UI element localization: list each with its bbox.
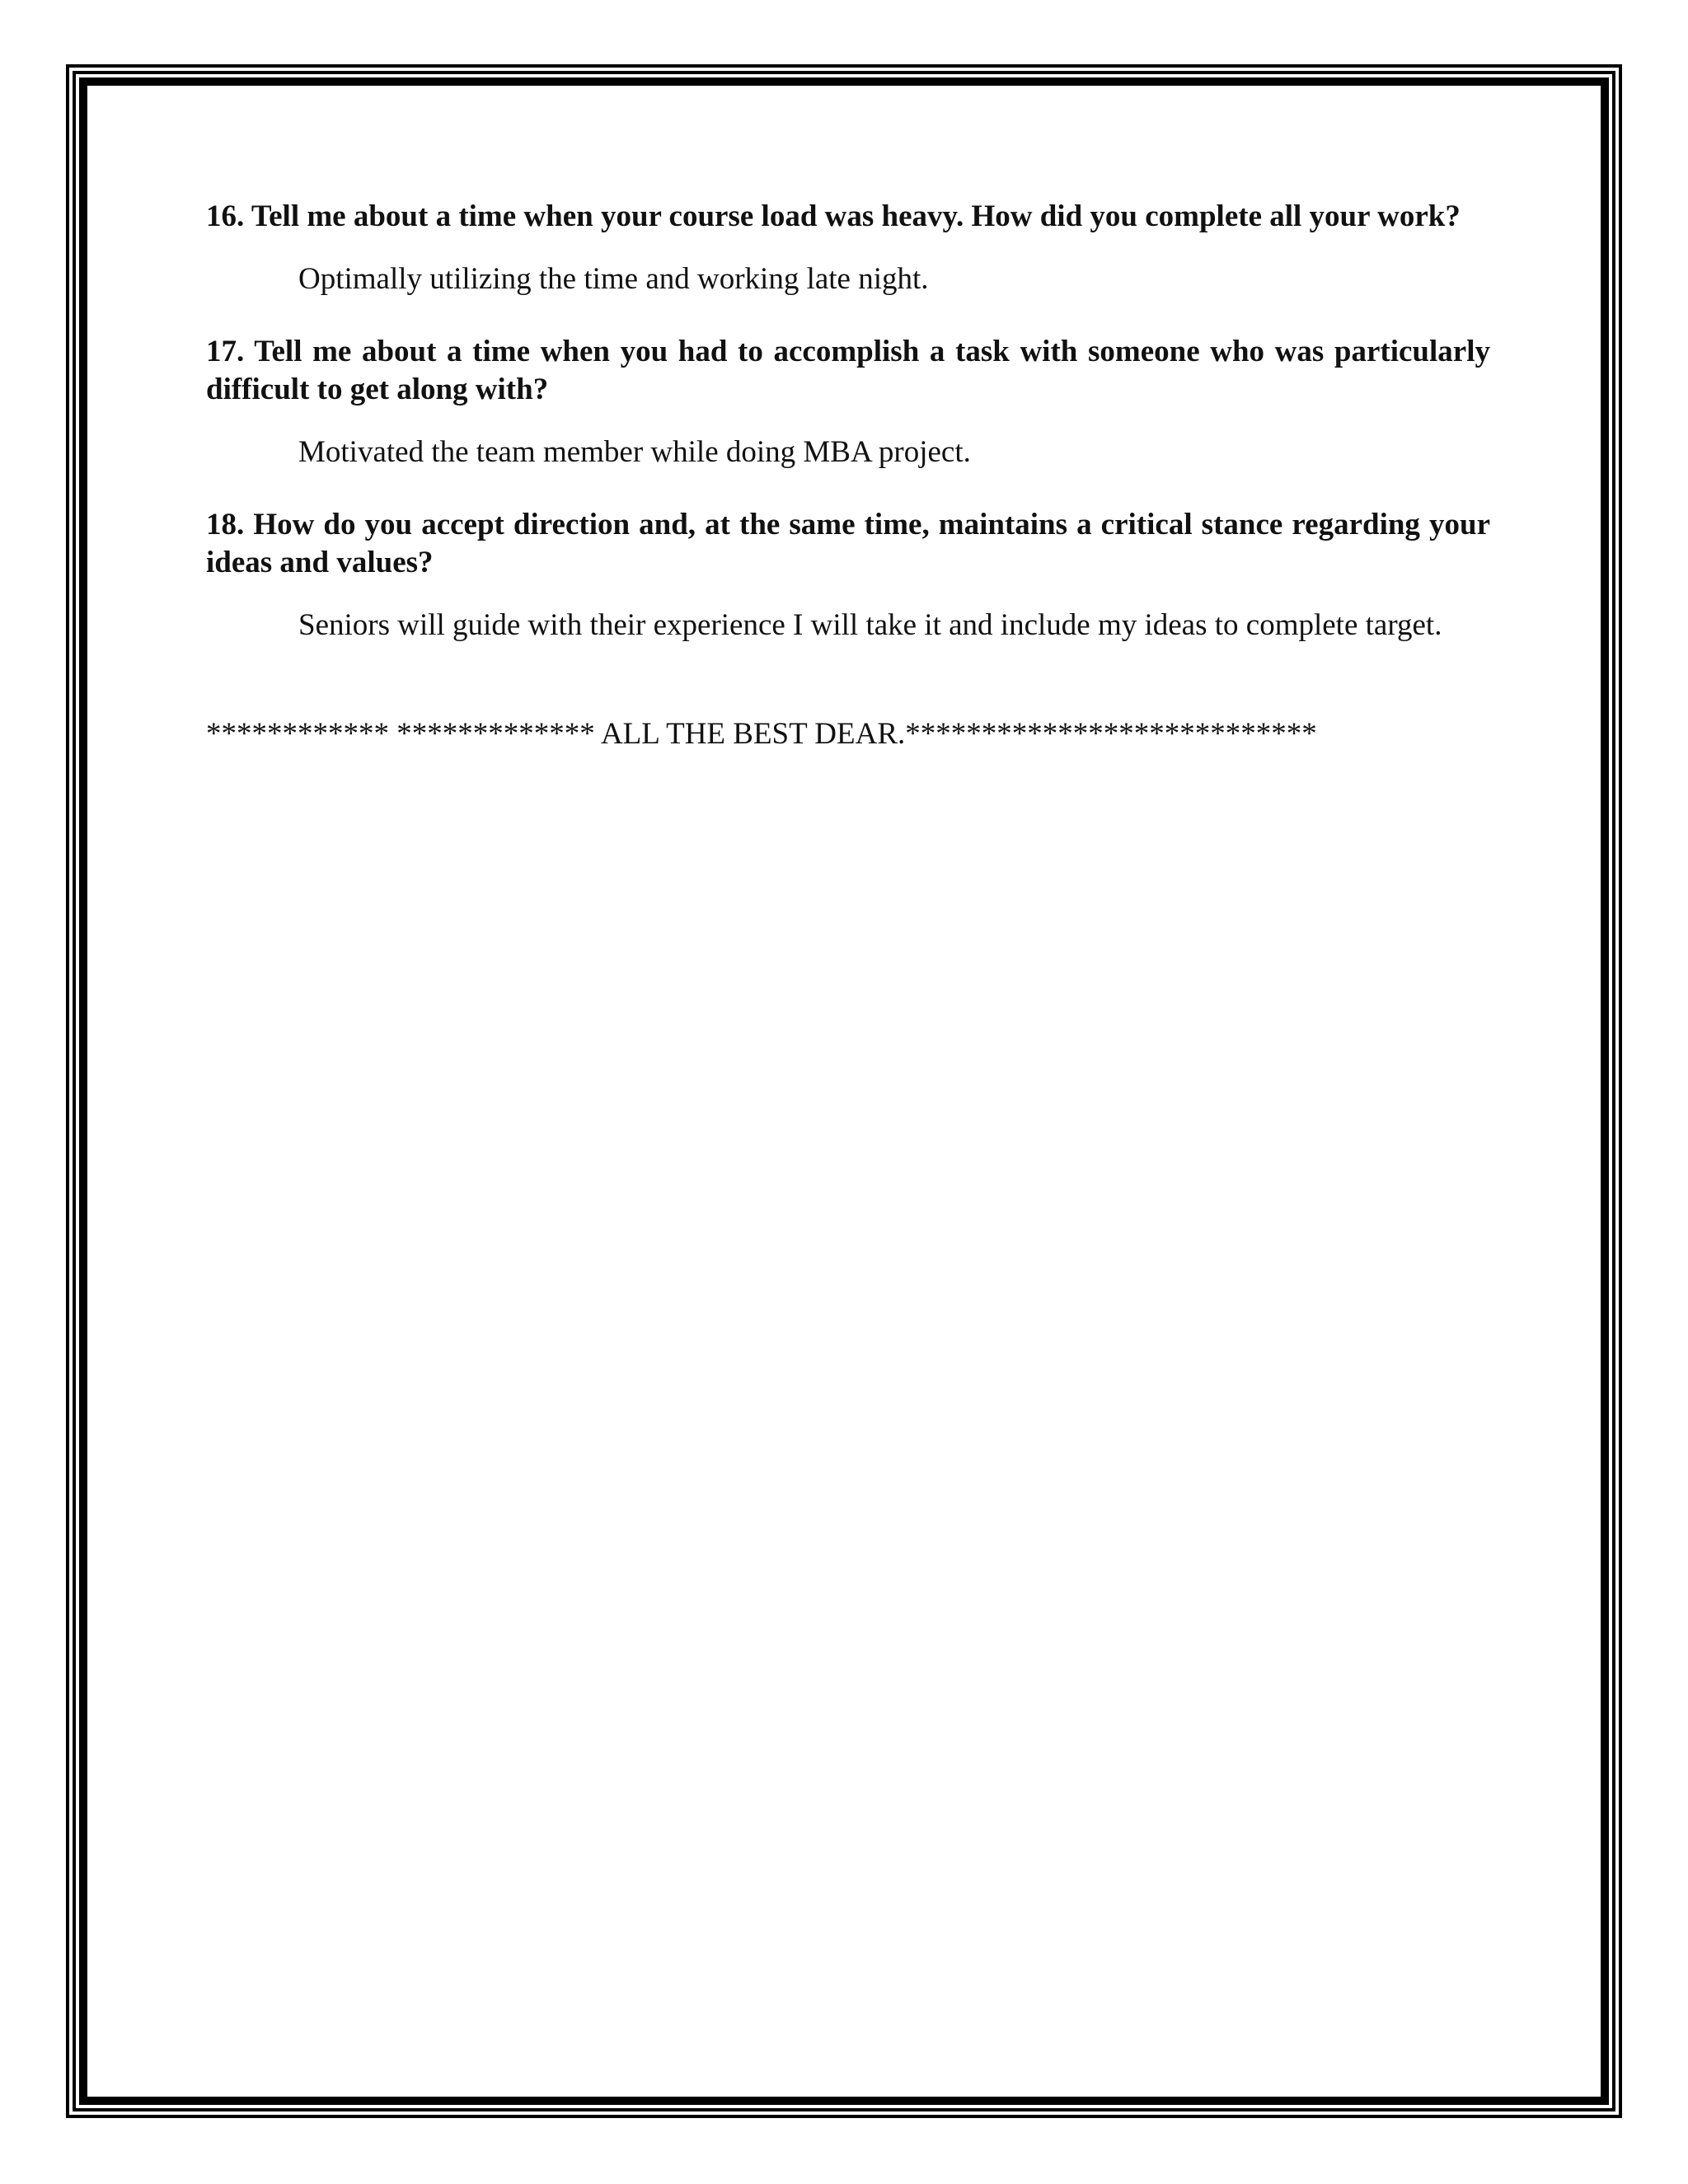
question-18: 18. How do you accept direction and, at the same time, maintains a critical stance regarding your ideas and values? [206,508,1490,579]
answer-17: Motivated the team member while doing MBA project. [298,435,971,469]
answer-18: Seniors will guide with their experience I will take it and include my ideas to complete target. [298,608,1442,642]
question-16: 16. Tell me about a time when your course load was heavy. How did you complete all your work? [206,199,1461,233]
closing-line: ************ ************* ALL THE BEST DEAR.*************************** [206,717,1317,751]
question-17: 17. Tell me about a time when you had to accomplish a task with someone who was particularly difficult to get along with? [206,335,1490,406]
answer-16: Optimally utilizing the time and working late night. [298,262,929,296]
document-body [199,198,1490,753]
